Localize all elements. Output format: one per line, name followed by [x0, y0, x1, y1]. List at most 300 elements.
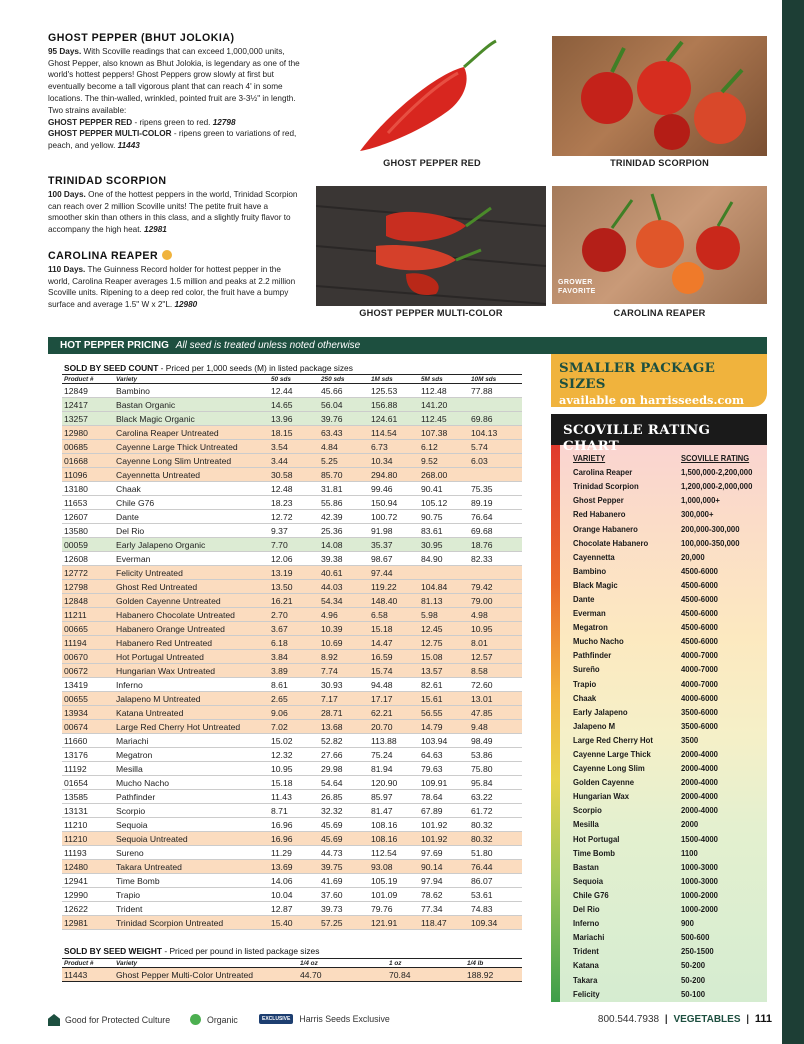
- variety-text: With Scoville readings that can exceed 1,000,000 units, Ghost Pepper, also known as Bhut Jolokia, is legendary as one of the world's hottest peppers! Ghost Peppers grow slowly at first but eventually become a tall vigorous plant that can reach 4' in some locations. The thin-walled, wrinkled, pointed fruit are 3-3½" in length. Two strains available:: [48, 46, 300, 115]
- product-number: 11193: [62, 846, 114, 860]
- table-row: [62, 412, 522, 426]
- product-number: 12608: [62, 552, 114, 566]
- table-row: [62, 454, 522, 468]
- scoville-row: [573, 691, 760, 705]
- scoville-value: 2000-4000: [681, 777, 718, 788]
- price-10m: 95.84: [469, 776, 522, 790]
- price-10m: 5.74: [469, 440, 522, 454]
- col-header: 1/4 oz: [298, 959, 387, 968]
- price-5m: 9.52: [419, 454, 469, 468]
- scoville-variety: Chile G76: [573, 889, 609, 900]
- variety-name: Dante: [114, 510, 269, 524]
- seed-count-heading: [64, 363, 353, 373]
- price-5m: 107.38: [419, 426, 469, 440]
- product-number: 01654: [62, 776, 114, 790]
- scoville-variety: Takara: [573, 974, 598, 985]
- price-10m: 72.60: [469, 678, 522, 692]
- table-row: [62, 846, 522, 860]
- table-row: [62, 832, 522, 846]
- scoville-variety: Large Red Cherry Hot: [573, 734, 653, 745]
- price-5m: 118.47: [419, 916, 469, 930]
- product-number: 12622: [62, 902, 114, 916]
- separator: |: [664, 1014, 668, 1025]
- product-number: 12848: [62, 594, 114, 608]
- price-1m: 125.53: [369, 384, 419, 398]
- variety-name: Mucho Nacho: [114, 776, 269, 790]
- table-row: [62, 720, 522, 734]
- col-header: Variety: [114, 959, 298, 968]
- variety-name: Cayenne Large Thick Untreated: [114, 440, 269, 454]
- price-1m: 14.47: [369, 636, 419, 650]
- product-number: 11210: [62, 832, 114, 846]
- price-5m: 5.98: [419, 608, 469, 622]
- price-10m: 79.00: [469, 594, 522, 608]
- scoville-variety: Del Rio: [573, 904, 600, 915]
- scoville-row: [573, 803, 760, 817]
- exclusive-badge-icon: EXCLUSIVE: [259, 1014, 293, 1024]
- table-row: [62, 426, 522, 440]
- heat-gradient-bar: [551, 445, 560, 1002]
- scoville-row: [573, 662, 760, 676]
- price-250: 5.25: [319, 454, 369, 468]
- price-50: 12.32: [269, 748, 319, 762]
- seed-weight-table: [62, 958, 522, 982]
- legend-label: Organic: [207, 1014, 238, 1025]
- scoville-value: 4000-6000: [681, 692, 718, 703]
- scoville-variety: Chocolate Habanero: [573, 537, 649, 548]
- scoville-row: [573, 832, 760, 846]
- price-1m: 148.40: [369, 594, 419, 608]
- variety-text: One of the hottest peppers in the world, Trinidad Scorpion can reach over 2 million Scoville units! The petite fruit have a smoother skin than others in this class, and a slightly fruity flavor to accompany the high heat.: [48, 189, 298, 235]
- price-10m: 4.98: [469, 608, 522, 622]
- table-row: [62, 916, 522, 930]
- price-50: 11.29: [269, 846, 319, 860]
- price-50: 3.54: [269, 440, 319, 454]
- variety-name: Cayennetta Untreated: [114, 468, 269, 482]
- table-row: [62, 734, 522, 748]
- scoville-value: 50-200: [681, 974, 706, 985]
- product-number: 11660: [62, 734, 114, 748]
- banner-link[interactable]: available on harrisseeds.com: [559, 393, 745, 407]
- price-1m: 10.34: [369, 454, 419, 468]
- price-50: 9.06: [269, 706, 319, 720]
- price-1m: 94.48: [369, 678, 419, 692]
- variety-text: The Guinness Record holder for hottest pepper in the world, Carolina Reaper averages 1.5 million and peaks at 2.2 million Scoville units. Ripening to a deep red color, the fruit have a bumpy surface and average 1.5" W x 2"L.: [48, 264, 296, 310]
- price-250: 30.93: [319, 678, 369, 692]
- table-row: [62, 566, 522, 580]
- variety-name: Early Jalapeno Organic: [114, 538, 269, 552]
- price-10m: 61.72: [469, 804, 522, 818]
- price-5m: 67.89: [419, 804, 469, 818]
- table-row: [62, 664, 522, 678]
- scoville-variety: Sequoia: [573, 875, 604, 886]
- price-250: 39.75: [319, 860, 369, 874]
- exclusive-dot-icon: [162, 250, 172, 260]
- scoville-value: 250-1500: [681, 946, 714, 957]
- product-code: 11443: [117, 141, 140, 151]
- variety-name: Sequoia Untreated: [114, 832, 269, 846]
- product-number: 12417: [62, 398, 114, 412]
- table-row: [62, 510, 522, 524]
- price-50: 13.50: [269, 580, 319, 594]
- page-footer: [598, 1013, 772, 1025]
- scoville-value: 1100: [681, 847, 698, 858]
- scoville-row: [573, 536, 760, 550]
- price-50: 12.87: [269, 902, 319, 916]
- scoville-value: 1000-2000: [681, 889, 718, 900]
- ghost-pepper-red-photo: [318, 33, 546, 155]
- price-10m: 74.83: [469, 902, 522, 916]
- table-row: [62, 818, 522, 832]
- scoville-value: 4000-7000: [681, 650, 718, 661]
- variety-name: Bambino: [114, 384, 269, 398]
- scoville-variety: Ghost Pepper: [573, 495, 624, 506]
- price-1m: 6.58: [369, 608, 419, 622]
- scoville-value: 2000-4000: [681, 749, 718, 760]
- price-5m: 112.45: [419, 412, 469, 426]
- table-row: [62, 636, 522, 650]
- col-header: VARIETY: [573, 453, 606, 464]
- price-10m: 80.32: [469, 818, 522, 832]
- price-5m: 90.41: [419, 482, 469, 496]
- price-5m: 112.48: [419, 384, 469, 398]
- scoville-variety: Black Magic: [573, 579, 618, 590]
- price-10m: [469, 468, 522, 482]
- table-row: [62, 496, 522, 510]
- legend-protected-culture: [48, 1014, 170, 1026]
- grower-favorite-badge: [558, 279, 596, 296]
- price-10m: 47.85: [469, 706, 522, 720]
- variety-name: Carolina Reaper Untreated: [114, 426, 269, 440]
- price-5m: 12.75: [419, 636, 469, 650]
- scoville-row: [573, 719, 760, 733]
- price-5m: 103.94: [419, 734, 469, 748]
- variety-name: Hungarian Wax Untreated: [114, 664, 269, 678]
- price-5m: 104.84: [419, 580, 469, 594]
- price-10m: 82.33: [469, 552, 522, 566]
- variety-name: Scorpio: [114, 804, 269, 818]
- table-row: [62, 968, 522, 982]
- price-10m: 8.58: [469, 664, 522, 678]
- price-5m: 79.63: [419, 762, 469, 776]
- scoville-variety: Sureño: [573, 664, 600, 675]
- scoville-value: 1,500,000-2,200,000: [681, 467, 753, 478]
- price-1m: 17.17: [369, 692, 419, 706]
- product-number: 00665: [62, 622, 114, 636]
- table-row: [62, 678, 522, 692]
- price-5m: 81.13: [419, 594, 469, 608]
- scoville-row: [573, 888, 760, 902]
- scoville-value: 4500-6000: [681, 622, 718, 633]
- hot-pepper-pricing-bar: [48, 337, 767, 354]
- page-number: 111: [754, 1013, 772, 1025]
- price-50: 15.40: [269, 916, 319, 930]
- price-1m: 108.16: [369, 818, 419, 832]
- price-250: 45.69: [319, 818, 369, 832]
- scoville-value: 200,000-300,000: [681, 523, 740, 534]
- price-10m: 109.34: [469, 916, 522, 930]
- variety-trinidad-scorpion: [48, 176, 300, 236]
- scoville-variety: Mesilla: [573, 819, 599, 830]
- badge-line: FAVORITE: [558, 287, 596, 295]
- scoville-value: 3500: [681, 734, 699, 745]
- col-header: 50 sds: [269, 375, 319, 384]
- scoville-value: 50-100: [681, 988, 706, 999]
- variety-name: Trident: [114, 902, 269, 916]
- scoville-value: 2000-4000: [681, 763, 718, 774]
- price-1m: 99.46: [369, 482, 419, 496]
- price-50: 16.96: [269, 832, 319, 846]
- price-1m: 124.61: [369, 412, 419, 426]
- product-number: 00670: [62, 650, 114, 664]
- price-50: 11.43: [269, 790, 319, 804]
- scoville-variety: Early Jalapeno: [573, 706, 628, 717]
- scoville-row: [573, 733, 760, 747]
- variety-days: 110 Days.: [48, 264, 86, 274]
- scoville-variety: Katana: [573, 960, 599, 971]
- variety-name: Trinidad Scorpion Untreated: [114, 916, 269, 930]
- price-250: 54.34: [319, 594, 369, 608]
- price-1m: 150.94: [369, 496, 419, 510]
- scoville-row: [573, 789, 760, 803]
- scoville-row: [573, 874, 760, 888]
- price-250: 57.25: [319, 916, 369, 930]
- price-5m: 84.90: [419, 552, 469, 566]
- scoville-value: 1,200,000-2,000,000: [681, 481, 753, 492]
- scoville-variety: Jalapeno M: [573, 720, 616, 731]
- price-250: 28.71: [319, 706, 369, 720]
- variety-title: GHOST PEPPER (BHUT JOLOKIA): [48, 32, 235, 44]
- price-5m: 15.08: [419, 650, 469, 664]
- ghost-pepper-red-caption: GHOST PEPPER RED: [383, 158, 481, 168]
- price-250: 7.17: [319, 692, 369, 706]
- scoville-row: [573, 902, 760, 916]
- scoville-row: [573, 747, 760, 761]
- price-10m: [469, 566, 522, 580]
- scoville-variety: Orange Habanero: [573, 523, 638, 534]
- scoville-row: [573, 817, 760, 831]
- ghost-pepper-multi-caption: GHOST PEPPER MULTI-COLOR: [359, 308, 503, 318]
- price-250: 44.73: [319, 846, 369, 860]
- table-row: [62, 902, 522, 916]
- price-50: 3.67: [269, 622, 319, 636]
- product-number: 11211: [62, 608, 114, 622]
- price-5m: 90.14: [419, 860, 469, 874]
- pricing-note: All seed is treated unless noted otherwise: [175, 340, 361, 351]
- price-50: 3.84: [269, 650, 319, 664]
- col-header: 5M sds: [419, 375, 469, 384]
- price-10m: 18.76: [469, 538, 522, 552]
- price-1m: 119.22: [369, 580, 419, 594]
- variety-name: Sequoia: [114, 818, 269, 832]
- table-row: [62, 776, 522, 790]
- price-10m: [469, 398, 522, 412]
- variety-name: Golden Cayenne Untreated: [114, 594, 269, 608]
- scoville-value: 20,000: [681, 551, 705, 562]
- variety-name: Cayenne Long Slim Untreated: [114, 454, 269, 468]
- legend-exclusive: [259, 1014, 390, 1024]
- scoville-value: 500-600: [681, 932, 710, 943]
- variety-title: CAROLINA REAPER: [48, 250, 159, 262]
- strain-desc: - ripens green to red.: [134, 117, 211, 127]
- price-1m: 91.98: [369, 524, 419, 538]
- price-10m: 12.57: [469, 650, 522, 664]
- table-row: [62, 874, 522, 888]
- product-number: 12480: [62, 860, 114, 874]
- price-50: 18.23: [269, 496, 319, 510]
- price-1m: 98.67: [369, 552, 419, 566]
- table-row: [62, 608, 522, 622]
- scoville-variety: Trident: [573, 946, 599, 957]
- price-5m: 101.92: [419, 818, 469, 832]
- price-50: 2.65: [269, 692, 319, 706]
- price-1m: 101.09: [369, 888, 419, 902]
- product-number: 12798: [62, 580, 114, 594]
- scoville-variety: Trinidad Scorpion: [573, 481, 639, 492]
- price-250: 40.61: [319, 566, 369, 580]
- scoville-variety: Red Habanero: [573, 509, 626, 520]
- scoville-value: 2000: [681, 819, 699, 830]
- variety-name: Time Bomb: [114, 874, 269, 888]
- price-1m: 294.80: [369, 468, 419, 482]
- price-250: 63.43: [319, 426, 369, 440]
- product-number: 12980: [62, 426, 114, 440]
- price-50: 16.96: [269, 818, 319, 832]
- product-number: 00655: [62, 692, 114, 706]
- scoville-row: [573, 761, 760, 775]
- scoville-value: 100,000-350,000: [681, 537, 740, 548]
- strain-desc: - ripens green to variations of red, peach, and yellow.: [48, 129, 297, 151]
- product-number: 13580: [62, 524, 114, 538]
- scoville-variety: Pathfinder: [573, 650, 612, 661]
- table-row: [62, 622, 522, 636]
- table-row: [62, 748, 522, 762]
- col-header: Variety: [114, 375, 269, 384]
- scoville-row: [573, 592, 760, 606]
- strain-name: GHOST PEPPER MULTI-COLOR: [48, 129, 172, 139]
- scoville-row: [573, 564, 760, 578]
- scoville-variety: Mucho Nacho: [573, 636, 624, 647]
- variety-name: Habanero Orange Untreated: [114, 622, 269, 636]
- scoville-variety: Cayenne Long Slim: [573, 763, 645, 774]
- variety-name: Ghost Red Untreated: [114, 580, 269, 594]
- price-250: 45.69: [319, 832, 369, 846]
- variety-name: Hot Portugal Untreated: [114, 650, 269, 664]
- col-header: Product #: [62, 375, 114, 384]
- price-250: 85.70: [319, 468, 369, 482]
- variety-name: Katana Untreated: [114, 706, 269, 720]
- scoville-row: [573, 606, 760, 620]
- product-code: 12981: [144, 225, 167, 235]
- variety-name: Large Red Cherry Hot Untreated: [114, 720, 269, 734]
- table-row: [62, 398, 522, 412]
- right-edge-rail: [782, 0, 804, 1044]
- product-number: 13180: [62, 482, 114, 496]
- scoville-variety: Time Bomb: [573, 847, 615, 858]
- smaller-package-banner[interactable]: [551, 354, 767, 407]
- price-5m: 15.61: [419, 692, 469, 706]
- variety-name: Del Rio: [114, 524, 269, 538]
- legend-label: Good for Protected Culture: [65, 1015, 171, 1025]
- scoville-row: [573, 507, 760, 521]
- price-5m: 141.20: [419, 398, 469, 412]
- price-5m: 6.12: [419, 440, 469, 454]
- table-row: [62, 860, 522, 874]
- trinidad-scorpion-photo: [552, 36, 767, 156]
- product-number: 13934: [62, 706, 114, 720]
- price-50: 12.06: [269, 552, 319, 566]
- badge-line: GROWER: [558, 279, 593, 286]
- scoville-value: 1000-2000: [681, 904, 718, 915]
- price-10m: 69.68: [469, 524, 522, 538]
- price-250: 54.64: [319, 776, 369, 790]
- price-10m: 6.03: [469, 454, 522, 468]
- price-250: 27.66: [319, 748, 369, 762]
- price-250: 37.60: [319, 888, 369, 902]
- section-title: SOLD BY SEED WEIGHT: [64, 946, 163, 956]
- price-5m: 78.64: [419, 790, 469, 804]
- price-10m: 13.01: [469, 692, 522, 706]
- price: 188.92: [465, 968, 522, 982]
- table-row: [62, 580, 522, 594]
- price-50: 14.65: [269, 398, 319, 412]
- product-number: 00059: [62, 538, 114, 552]
- price-250: 56.04: [319, 398, 369, 412]
- scoville-row: [573, 930, 760, 944]
- price-10m: 86.07: [469, 874, 522, 888]
- variety-name: Megatron: [114, 748, 269, 762]
- price-1m: 113.88: [369, 734, 419, 748]
- organic-dot-icon: [190, 1014, 201, 1025]
- product-number: 12607: [62, 510, 114, 524]
- price-50: 10.95: [269, 762, 319, 776]
- price-250: 45.66: [319, 384, 369, 398]
- price-50: 12.72: [269, 510, 319, 524]
- price-10m: 63.22: [469, 790, 522, 804]
- strain-name: GHOST PEPPER RED: [48, 117, 133, 127]
- price-50: 13.96: [269, 412, 319, 426]
- price-1m: 112.54: [369, 846, 419, 860]
- price-250: 4.96: [319, 608, 369, 622]
- price-50: 3.44: [269, 454, 319, 468]
- scoville-row: [573, 705, 760, 719]
- price-1m: 85.97: [369, 790, 419, 804]
- price-10m: 77.88: [469, 384, 522, 398]
- price-50: 2.70: [269, 608, 319, 622]
- scoville-variety: Trapio: [573, 678, 597, 689]
- variety-name: Inferno: [114, 678, 269, 692]
- scoville-variety: Cayennetta: [573, 551, 615, 562]
- scoville-value: 1000-3000: [681, 861, 718, 872]
- price-10m: 8.01: [469, 636, 522, 650]
- price-1m: 79.76: [369, 902, 419, 916]
- price-50: 13.69: [269, 860, 319, 874]
- price-50: 8.71: [269, 804, 319, 818]
- price-250: 8.92: [319, 650, 369, 664]
- scoville-row: [573, 944, 760, 958]
- seed-weight-heading: [64, 946, 319, 956]
- price-50: 7.70: [269, 538, 319, 552]
- scoville-header-row: [573, 451, 760, 465]
- price-50: 15.02: [269, 734, 319, 748]
- price-50: 30.58: [269, 468, 319, 482]
- price-50: 9.37: [269, 524, 319, 538]
- scoville-variety: Golden Cayenne: [573, 777, 635, 788]
- scoville-variety: Megatron: [573, 622, 608, 633]
- col-header: 1M sds: [369, 375, 419, 384]
- price-250: 25.36: [319, 524, 369, 538]
- variety-days: 100 Days.: [48, 189, 86, 199]
